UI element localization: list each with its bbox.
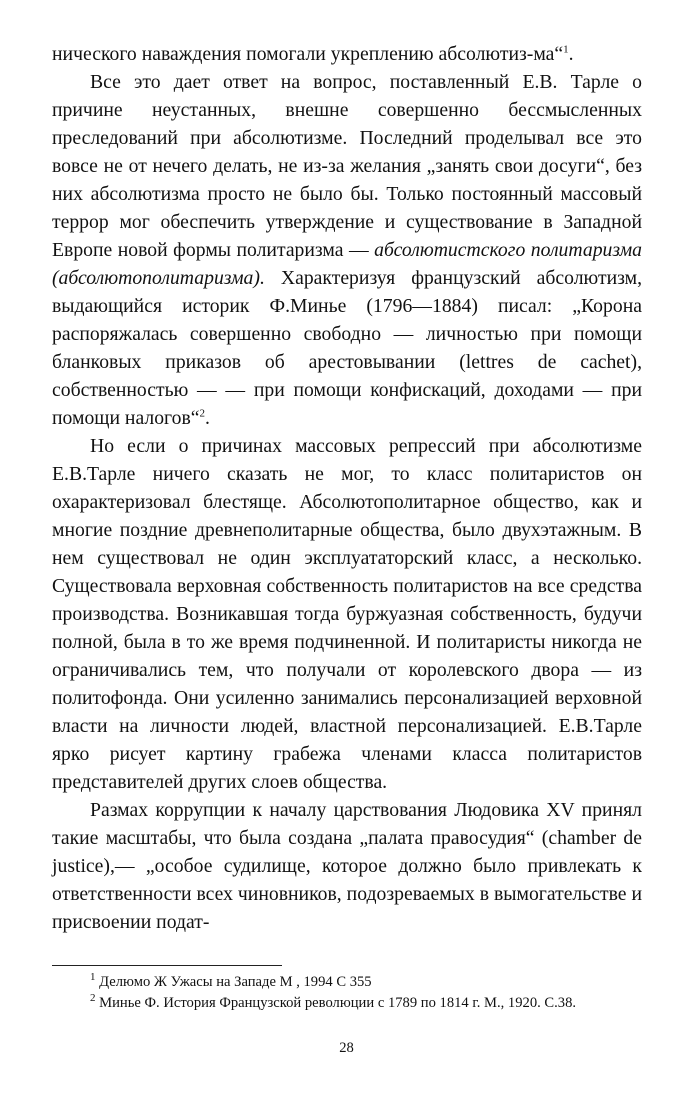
footnotes (52, 972, 642, 1014)
footnote-1-text: Делюмо Ж Ужасы на Западе М , 1994 С 355 (95, 974, 372, 990)
footnote-1-number: 1 (90, 971, 96, 984)
footnote-divider (52, 965, 282, 966)
footnote-2 (52, 993, 642, 1014)
page-number: 28 (339, 1040, 354, 1056)
paragraph-1-text: нического наваждения помогали укреплению абсолютиз-ма“ (52, 43, 564, 65)
paragraph-3: Но если о причинах массовых репрессий при абсолютизме Е.В.Тарле ничего сказать не мог, то класс политаристов он охарактеризовал блестяще. Абсолютополитарное общество, как и многие поздние древнеполитарные общества, было двухэтажным. В нем существовал не один эксплуататорский класс, а несколько. Существовала верховная собственность политаристов на все средства производства. Возникавшая тогда буржуазная собственность, будучи полной, была в то же время подчиненной. И политаристы никогда не ограничивались тем, что получали от королевского двора — из политофонда. Они усиленно занимались персонализацией верховной власти на личности людей, властной персонализацией. Е.В.Тарле ярко рисует картину грабежа членами класса политаристов представителей других слоев общества. (52, 435, 642, 793)
paragraph-1 (52, 40, 642, 68)
footnote-ref-2: 2 (199, 407, 206, 420)
footnote-ref-1: 1 (563, 43, 569, 56)
paragraph-2 (52, 68, 642, 432)
footnote-1 (52, 972, 642, 993)
main-text (52, 40, 642, 936)
paragraph-1-end: . (568, 43, 574, 65)
paragraph-2-italic: абсолютистского политаризма (абсолютополитаризма). (52, 239, 642, 289)
footnote-2-text: Минье Ф. История Французской революции с 1789 по 1814 г. М., 1920. С.38. (95, 995, 577, 1011)
footnote-2-number: 2 (90, 992, 96, 1005)
paragraph-2-end: . (205, 407, 210, 429)
paragraph-4: Размах коррупции к началу царствования Людовика XV принял такие масштабы, что была создана „палата правосудия“ (chamber de justice),— „особое судилище, которое должно было привлекать к ответственности всех чиновников, подозреваемых в вымогательстве и присвоении подат- (52, 799, 642, 933)
paragraph-2-text-b: Характеризуя французский абсолютизм, выдающийся историк Ф.Минье (1796—1884) писал: „Корона распоряжалась совершенно свободно — личностью при помощи бланковых приказов об арестовывании (lettres de cachet), собственностью — — при помощи конфискаций, доходами — при помощи налогов“ (52, 267, 642, 429)
paragraph-2-text-a: Все это дает ответ на вопрос, поставленный Е.В. Тарле о причине неустанных, внешне совершенно бессмысленных преследований при абсолютизме. Последний проделывал все это вовсе не от нечего делать, не из-за желания „занять свои досуги“, без них абсолютизма просто не было бы. Только постоянный массовый террор мог обеспечить утверждение и существование в Западной Европе новой формы политаризма — (52, 71, 642, 261)
